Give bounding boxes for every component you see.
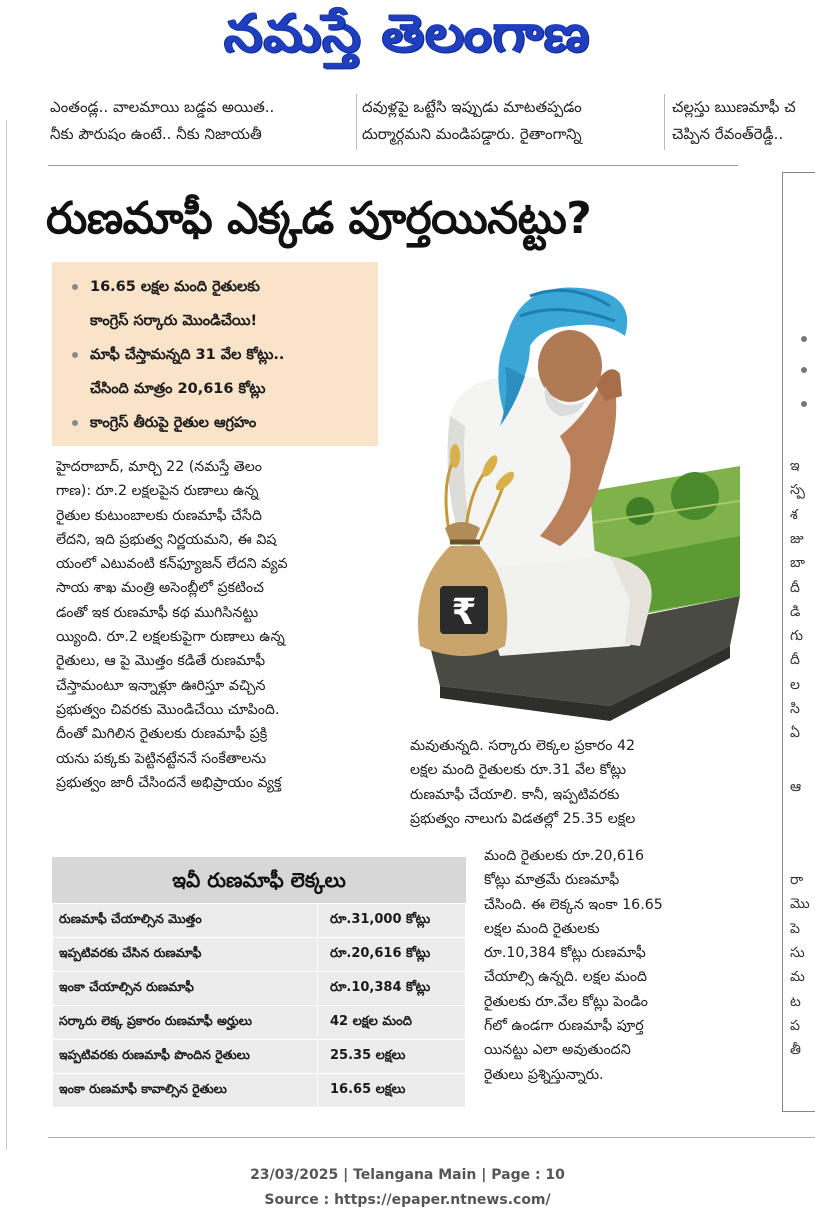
body-line: ప్రభుత్వం నాలుగు విడతల్లో 25.35 లక్షల [410,810,636,827]
table-cell-value: రూ.10,384 కోట్లు [318,972,466,1006]
masthead [0,0,815,80]
body-line: మంది రైతులకు రూ.20,616 [484,848,645,864]
table-cell-value: రూ.31,000 కోట్లు [318,904,466,938]
body-line: ప్రభుత్వం జారీ చేసిందనే అభిప్రాయం వ్యక్త [56,774,282,791]
body-line: మవుతున్నది. సర్కారు లెక్కల ప్రకారం 42 [410,738,636,754]
adjacent-fragment: ట [790,994,801,1010]
top-strip-col-2 [362,94,658,148]
page-left-rule [6,120,7,1150]
body-line: రూ.10,384 కోట్లు రుణమాఫీ [484,945,646,962]
table-cell-label: రుణమాఫీ చేయాల్సిన మొత్తం [53,904,318,938]
adjacent-fragment: ఆ [790,779,802,795]
table-row [53,1040,466,1074]
body-line: లక్షల మంది రైతులకు [484,920,600,937]
highlights-box [52,262,378,446]
farmer-illustration [410,266,740,726]
adjacent-fragment: డి [790,604,801,620]
highlight-item: చేసింది మాత్రం 20,616 కోట్లు [90,381,266,397]
body-line: య్యింది. రూ.2 లక్షలకుపైగా రుణాలు ఉన్న [56,629,285,646]
body-line: డంతో ఇక రుణమాఫీ కథ ముగిసినట్టు [56,604,259,621]
body-line: దీంతో మిగిలిన రైతులకు రుణమాఫీ ప్రక్రి [56,726,268,743]
table-row [53,938,466,972]
top-strip-col-1 [50,94,350,148]
section-divider [48,1137,815,1138]
table-row [53,904,466,938]
body-line: రైతులకు రూ.వేల కోట్లు పెండిం [484,993,648,1010]
adjacent-fragment: ల [790,677,800,693]
adjacent-fragment: దీ [790,652,800,668]
body-line: ప్రభుత్వం చివరకు మొండిచేయి చూపింది. [56,701,280,718]
adjacent-fragment: ఏ [790,725,800,741]
strip-line: చెప్పిన రేవంత్‌రెడ్డీ.. [672,125,784,143]
top-strip-col-3 [672,94,815,148]
adjacent-fragment: గు [790,628,804,644]
body-line: రైతులు, ఆ పై మొత్తం కడితే రుణమాఫీ [56,653,266,670]
waiver-table-grid [52,903,466,1108]
table-title: ఇవీ రుణమాఫీ లెక్కలు [52,857,466,903]
table-cell-value: రూ.20,616 కోట్లు [318,938,466,972]
table-cell-label: సర్కారు లెక్క ప్రకారం రుణమాఫీ అర్హులు [53,1006,318,1040]
table-cell-value: 25.35 లక్షలు [318,1040,466,1074]
article-body-right [484,844,740,1087]
strip-divider [664,94,665,150]
newspaper-logo: నమస్తే తెలంగాణ [224,3,591,64]
strip-line: చల్లస్తు ఋణమాఫీ చ [672,98,796,116]
table-cell-label: ఇంకా రుణమాఫీ కావాల్సిన రైతులు [53,1074,318,1108]
bullet-icon [801,401,807,407]
table-cell-label: ఇంకా చేయాల్సిన రుణమాఫీ [53,972,318,1006]
adjacent-fragment: శ [790,507,798,523]
bullet-icon [801,367,807,373]
table-row [53,1074,466,1108]
strip-line: దుర్మార్గమని మండిపడ్డారు. రైతాంగాన్ని [362,125,582,143]
adjacent-fragment: రా [790,872,804,888]
body-line: లేదని, ఇది ప్రభుత్వ నిర్ణయమని, ఈ విష [56,531,277,548]
top-strip [0,94,815,154]
strip-line: దవుళ్లపై ఒట్టేసి ఇప్పుడు మాటతప్పడం [362,98,582,116]
adjacent-fragment: దీ [790,580,800,596]
table-cell-label: ఇప్పటివరకు రుణమాఫీ పొందిన రైతులు [53,1040,318,1074]
adjacent-fragment: సు [790,945,805,961]
strip-line: ఎంతండ్ల.. వాలమాయి బడ్డవ అయిత.. [50,98,275,116]
bullet-icon [801,336,807,342]
body-line: చేసింది. ఈ లెక్కన ఇంకా 16.65 [484,896,663,913]
body-line: సాయ శాఖ మంత్రి అసెంబ్లీలో ప్రకటించ [56,580,264,597]
body-line: హైదరాబాద్, మార్చి 22 (నమస్తే తెలం [56,459,263,475]
table-cell-value: 42 లక్షల మంది [318,1006,466,1040]
adjacent-fragment: ప [790,1018,800,1034]
adjacent-fragment: జు [790,531,804,547]
article-body-middle [410,734,740,831]
highlight-item: మాఫీ చేస్తామన్నది 31 వేల కోట్లు.. [70,338,368,372]
body-line: చేస్తామంటూ ఇన్నాళ్లూ ఊరిస్తూ వచ్చిన [56,677,266,694]
body-line: రైతులు ప్రశ్నిస్తున్నారు. [484,1066,604,1083]
article-body-left [56,455,386,795]
table-cell-value: 16.65 లక్షలు [318,1074,466,1108]
strip-divider [356,94,357,150]
body-line: యినట్టు ఎలా అవుతుందని [484,1042,631,1059]
adjacent-fragment: ఇ [790,458,800,474]
adjacent-fragment: బా [790,555,806,571]
table-row [53,1006,466,1040]
svg-text:₹: ₹ [451,592,477,633]
source-link[interactable]: Source : https://epaper.ntnews.com/ [264,1192,551,1208]
adjacent-fragment: తీ [790,1042,801,1058]
body-line: యను పక్కకు పెట్టినట్టేననే సంకేతాలను [56,750,267,767]
section-divider [48,165,738,166]
body-line: రైతుల కుటుంబాలకు రుణమాఫీ చేసేది [56,507,262,524]
highlight-item: కాంగ్రెస్ తీరుపై రైతుల ఆగ్రహం [70,406,368,440]
strip-line: నీకు పౌరుషం ఉంటే.. నీకు నిజాయతీ [50,125,262,143]
table-row [53,972,466,1006]
page-footer [0,1163,815,1213]
article-headline: రుణమాఫీ ఎక్కడ పూర్తయినట్టు? [46,193,592,244]
body-line: గాణ): రూ.2 లక్షలపైన రుణాలు ఉన్న [56,483,259,500]
body-line: చేయాల్సి ఉన్నది. లక్షల మంది [484,969,648,986]
adjacent-fragment: మొ [790,896,810,912]
adjacent-fragment: మ [790,969,805,985]
adjacent-fragment: సి [790,701,800,717]
body-line: గ్‌లో ఉండగా రుణమాఫీ పూర్త [484,1018,644,1035]
adjacent-fragment: స్ప [790,482,805,498]
body-line: లక్షల మంది రైతులకు రూ.31 వేల కోట్లు [410,762,627,779]
highlight-item: కాంగ్రెస్ సర్కారు మొండిచేయి! [90,313,258,329]
waiver-table [52,857,466,1108]
body-line: కోట్లు మాత్రమే రుణమాఫీ [484,872,620,889]
body-line: రుణమాఫీ చేయాలి. కానీ, ఇప్పటివరకు [410,786,620,803]
edition-info: 23/03/2025 | Telangana Main | Page : 10 [250,1167,565,1183]
table-cell-label: ఇప్పటివరకు చేసిన రుణమాఫీ [53,938,318,972]
highlight-item: 16.65 లక్షల మంది రైతులకు [70,270,368,304]
body-line: యంలో ఎటువంటి కన్‌ఫ్యూజన్ లేదని వ్యవ [56,556,288,573]
adjacent-fragment: పె [790,921,800,937]
